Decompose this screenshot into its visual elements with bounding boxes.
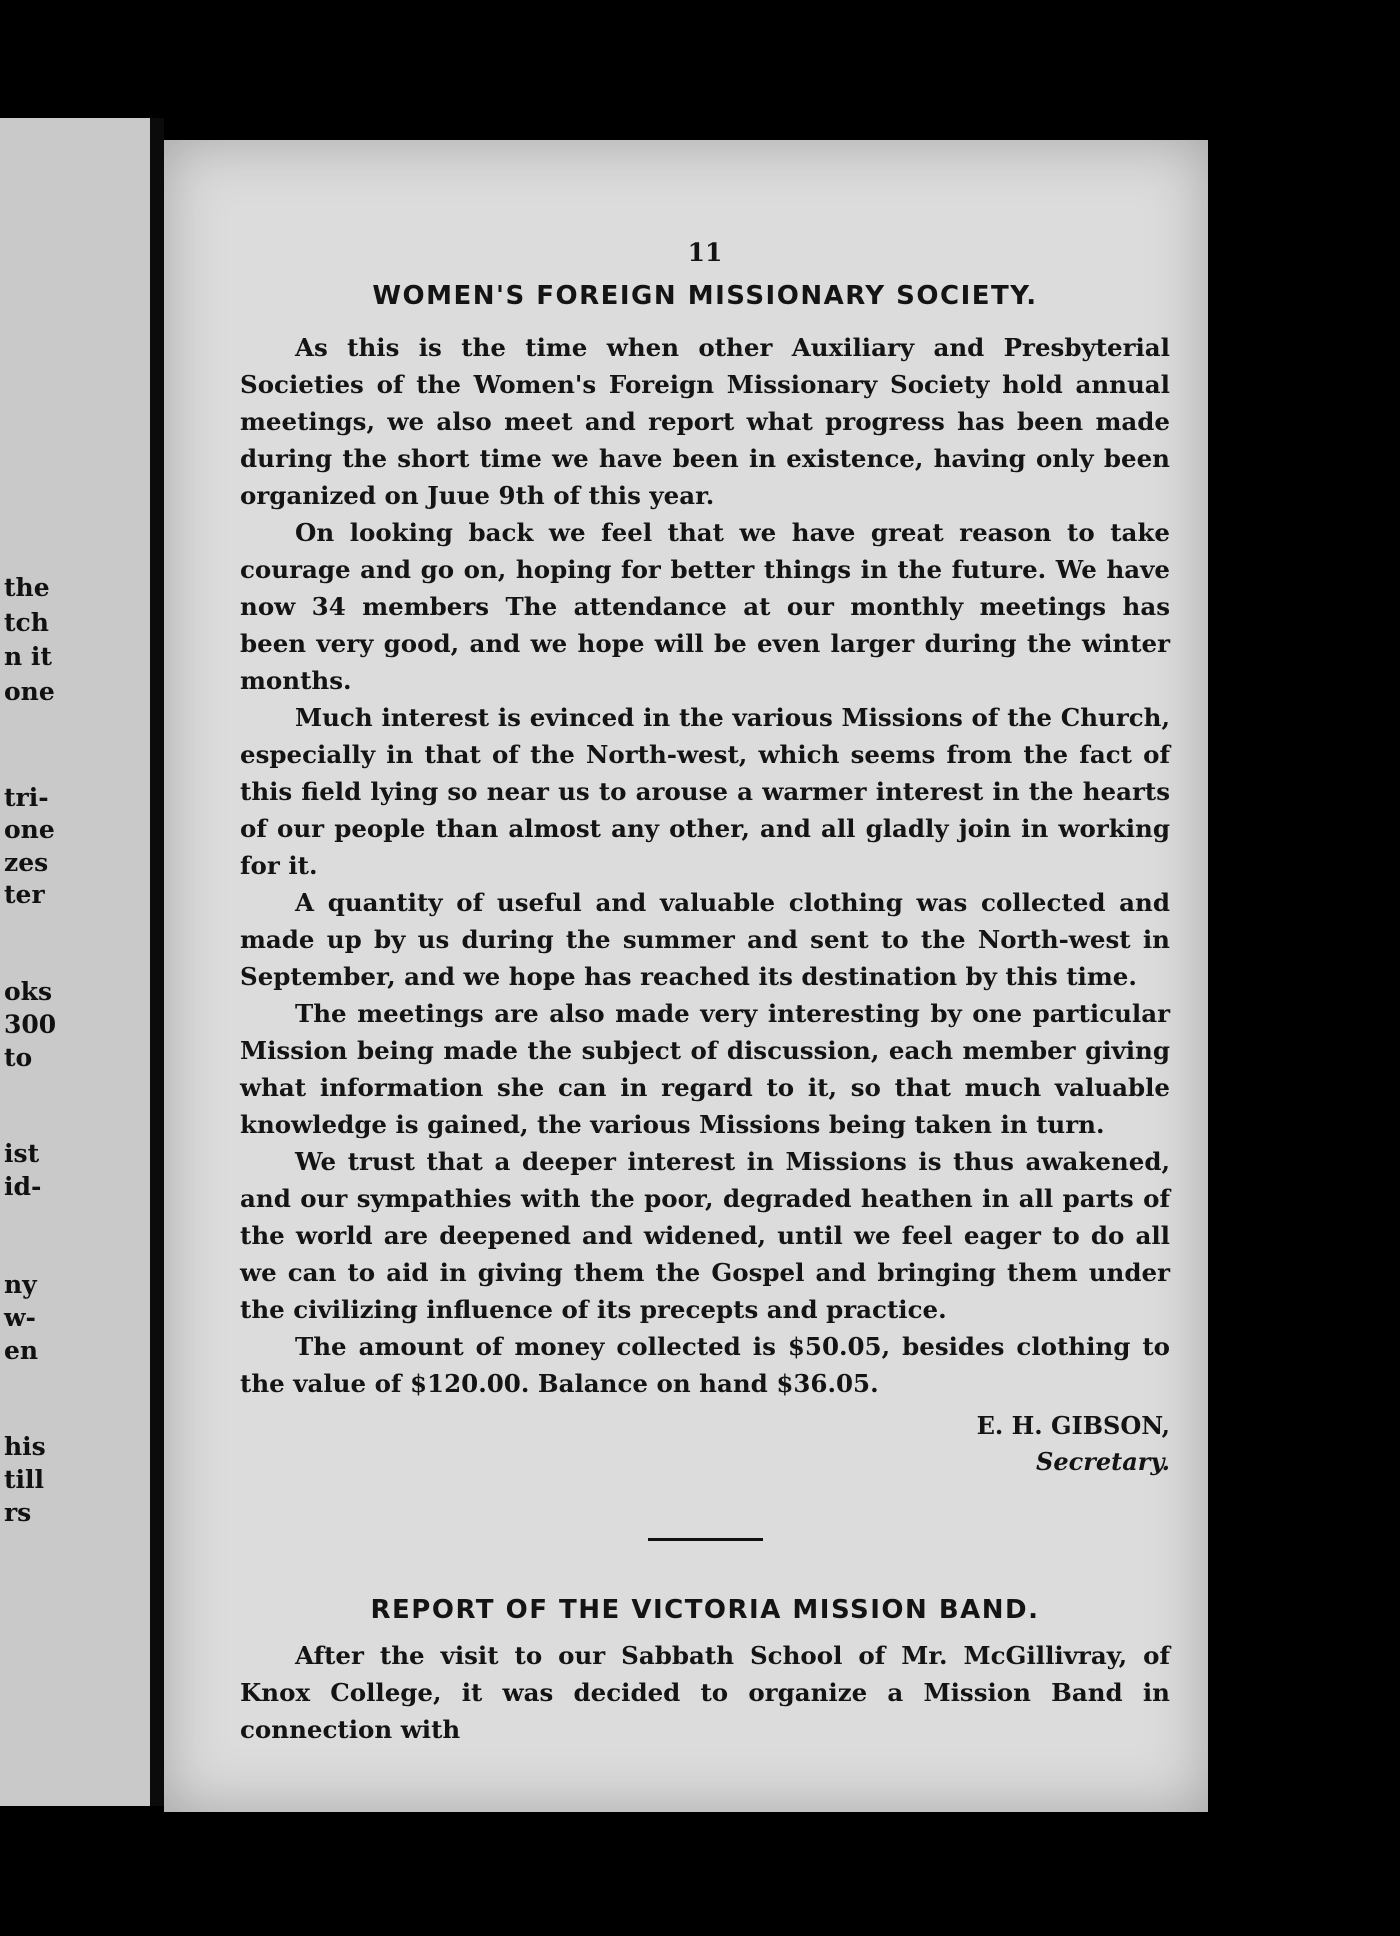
- left-fragment: en: [4, 1336, 39, 1365]
- page-number: 11: [687, 238, 723, 267]
- page-content: [240, 238, 1170, 1748]
- paragraph: A quantity of useful and valuable clothing was collected and made up by us during the summer and sent to the North-west in September, and we hope has reached its destination by this time.: [240, 888, 1170, 991]
- right-page: [164, 140, 1208, 1812]
- left-fragment: one: [4, 815, 55, 844]
- signature-name: E. H. GIBSON,: [976, 1411, 1170, 1440]
- paragraph: On looking back we feel that we have great reason to take courage and go on, hoping for better things in the future. We have now 34 members The attendance at our monthly meetings has been very good, and we hope will be even larger during the winter months.: [240, 518, 1170, 695]
- signature-block: [240, 1408, 1170, 1480]
- signature-role: Secretary.: [1036, 1447, 1170, 1476]
- left-page: [0, 118, 158, 1806]
- section-divider: [648, 1538, 763, 1541]
- section-title: REPORT OF THE VICTORIA MISSION BAND.: [370, 1595, 1040, 1625]
- paragraph: The meetings are also made very interesting by one particular Mission being made the subject of discussion, each member giving what information she can in regard to it, so that much valuable knowledge is gained, the various Missions being taken in turn.: [240, 999, 1170, 1139]
- left-fragment: ny: [4, 1270, 37, 1299]
- left-fragment: ist: [4, 1139, 40, 1168]
- left-fragment: rs: [4, 1498, 32, 1527]
- left-fragment: his: [4, 1432, 46, 1461]
- left-fragment: the: [4, 573, 50, 602]
- paragraph: As this is the time when other Auxiliary and Presbyterial Societies of the Women's Foreign Missionary Society hold annual meetings, we also meet and report what progress has been made during the short time we have been in existence, having only been organized on Juue 9th of this year.: [240, 333, 1170, 510]
- left-fragment: n it: [4, 642, 52, 671]
- left-fragment: id-: [4, 1172, 42, 1201]
- left-fragment: oks: [4, 977, 53, 1006]
- left-fragment: w-: [4, 1303, 36, 1332]
- paragraph: The amount of money collected is $50.05, besides clothing to the value of $120.00. Balance on hand $36.05.: [240, 1332, 1170, 1398]
- left-fragment: zes: [4, 848, 49, 877]
- left-fragment: one: [4, 677, 55, 706]
- left-fragment: till: [4, 1465, 45, 1494]
- book-spine: [150, 118, 164, 1806]
- left-fragment: ter: [4, 880, 45, 909]
- left-fragment: tri-: [4, 783, 49, 812]
- left-fragment: 300: [4, 1010, 57, 1039]
- paragraph: We trust that a deeper interest in Missions is thus awakened, and our sympathies with the poor, degraded heathen in all parts of the world are deepened and widened, until we feel eager to do all we can to aid in giving them the Gospel and bringing them under the civilizing influence of its precepts and practice.: [240, 1147, 1170, 1324]
- left-fragment: tch: [4, 608, 49, 637]
- paragraph: After the visit to our Sabbath School of Mr. McGillivray, of Knox College, it was decided to organize a Mission Band in connection with: [240, 1641, 1170, 1744]
- left-page-text-fragments: [0, 118, 140, 1806]
- paragraph: Much interest is evinced in the various Missions of the Church, especially in that of the North-west, which seems from the fact of this field lying so near us to arouse a warmer interest in the hearts of our people than almost any other, and all gladly join in working for it.: [240, 703, 1170, 880]
- left-fragment: to: [4, 1043, 33, 1072]
- section-title: WOMEN'S FOREIGN MISSIONARY SOCIETY.: [372, 281, 1038, 311]
